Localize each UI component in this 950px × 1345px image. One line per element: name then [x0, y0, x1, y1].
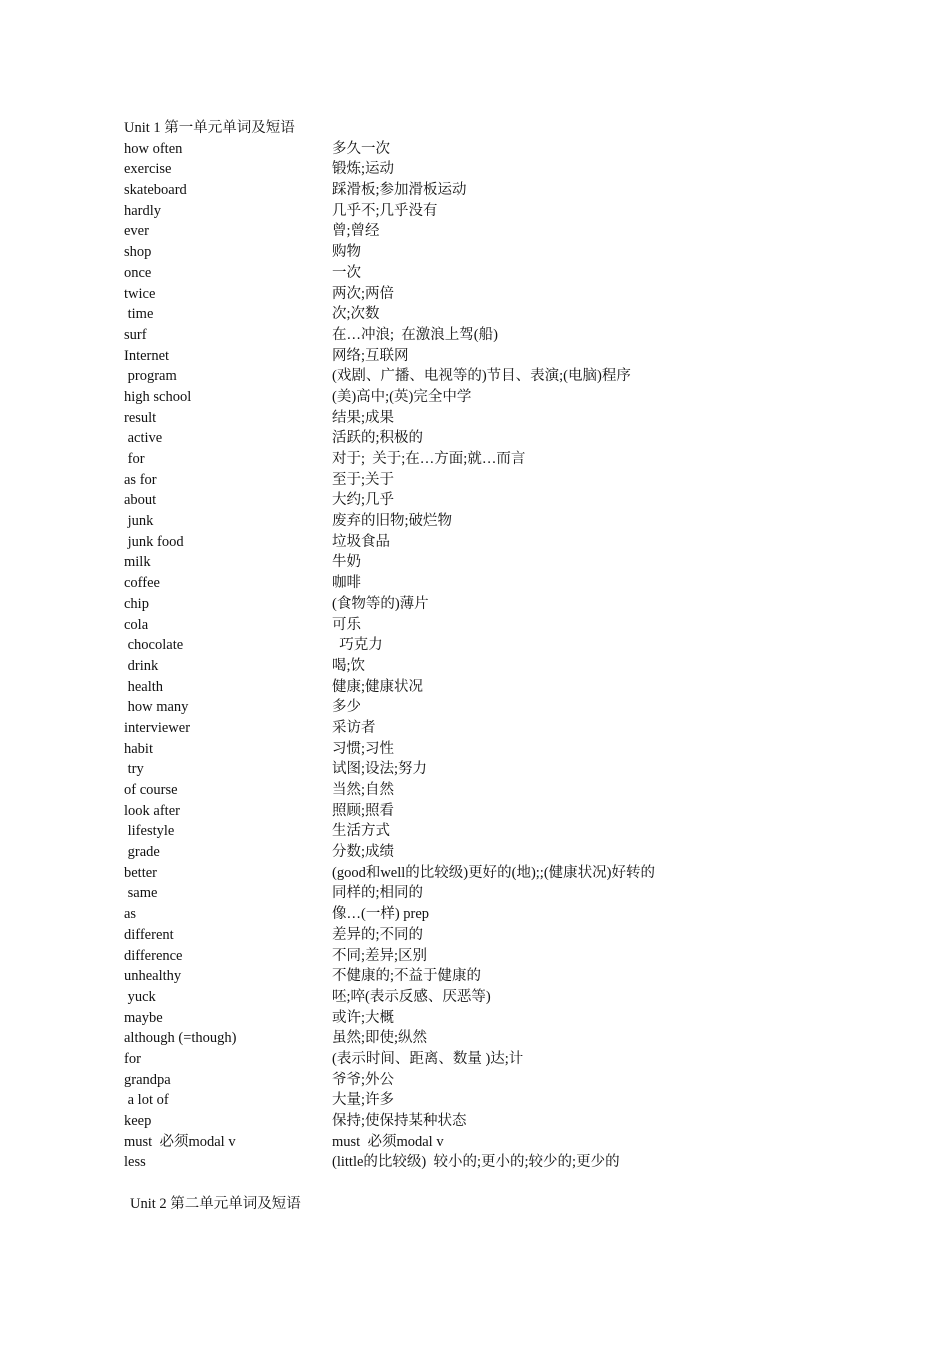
- vocab-row: [124, 801, 824, 822]
- vocab-meaning: (美)高中;(英)完全中学: [332, 388, 472, 405]
- vocab-word: coffee: [124, 575, 160, 592]
- vocab-meaning: 几乎不;几乎没有: [332, 202, 438, 219]
- vocab-meaning: 健康;健康状况: [332, 678, 424, 695]
- vocab-word: a lot of: [124, 1092, 169, 1109]
- vocab-row: [124, 718, 824, 739]
- vocab-word: same: [124, 885, 158, 902]
- vocab-meaning: 不同;差异;区别: [332, 947, 428, 964]
- vocab-row: [124, 697, 824, 718]
- vocab-row: [124, 366, 824, 387]
- vocab-row: [124, 470, 824, 491]
- vocab-row: [124, 180, 824, 201]
- vocab-meaning: 大约;几乎: [332, 492, 395, 509]
- vocab-meaning: 两次;两倍: [332, 285, 395, 302]
- vocab-meaning: (good和well的比较级)更好的(地);;(健康状况)好转的: [332, 864, 655, 881]
- vocab-word: for: [124, 451, 145, 467]
- vocab-word: chip: [124, 595, 149, 612]
- vocab-word: about: [124, 492, 157, 509]
- vocab-row: [124, 1111, 824, 1132]
- vocab-row: [124, 387, 824, 408]
- vocab-row: [124, 1152, 824, 1173]
- vocab-row: [124, 842, 824, 863]
- vocab-word: for: [124, 1050, 141, 1067]
- vocab-word: try: [124, 761, 144, 778]
- vocab-word: junk: [124, 513, 154, 530]
- vocab-meaning: 购物: [332, 244, 361, 261]
- vocab-meaning: 喝;饮: [332, 657, 366, 674]
- vocab-row: [124, 1090, 824, 1111]
- vocab-row: [124, 139, 824, 160]
- vocab-row: [124, 1049, 824, 1070]
- vocab-word: although (=though): [124, 1030, 237, 1047]
- vocab-word: how often: [124, 140, 183, 157]
- vocab-meaning: 当然;自然: [332, 782, 395, 798]
- unit2-heading: Unit 2 第二单元单词及短语: [130, 1196, 301, 1212]
- vocab-row: [124, 428, 824, 449]
- unit1-heading: Unit 1 第一单元单词及短语: [124, 120, 295, 136]
- vocab-meaning: 虽然;即使;纵然: [332, 1030, 428, 1047]
- vocab-word: result: [124, 409, 157, 426]
- vocab-meaning: 分数;成绩: [332, 844, 395, 861]
- vocab-row: [124, 987, 824, 1008]
- vocab-word: less: [124, 1154, 146, 1171]
- vocab-meaning: 爷爷;外公: [332, 1071, 395, 1088]
- vocab-row: [124, 490, 824, 511]
- vocab-meaning: 习惯;习性: [332, 740, 395, 757]
- vocab-word: must 必须modal v: [124, 1133, 236, 1150]
- vocab-word: Internet: [124, 347, 170, 364]
- vocab-row: [124, 532, 824, 553]
- vocab-word: look after: [124, 802, 180, 819]
- vocab-row: [124, 656, 824, 677]
- vocab-row: [124, 883, 824, 904]
- vocab-meaning: 照顾;照看: [332, 802, 395, 819]
- vocab-word: chocolate: [124, 637, 184, 654]
- vocab-row: [124, 1008, 824, 1029]
- vocab-word: as: [124, 906, 137, 923]
- vocab-meaning: 网络;互联网: [332, 347, 409, 364]
- vocab-meaning: (戏剧、广播、电视等的)节目、表演;(电脑)程序: [332, 368, 631, 385]
- vocab-word: high school: [124, 388, 192, 405]
- vocab-word: different: [124, 926, 174, 943]
- vocab-meaning: 生活方式: [332, 823, 390, 840]
- vocab-row: [124, 677, 824, 698]
- vocab-word: ever: [124, 223, 149, 240]
- vocab-word: yuck: [124, 988, 156, 1005]
- vocab-row: [124, 821, 824, 842]
- vocab-meaning: 次;次数: [332, 306, 380, 323]
- vocab-meaning: 同样的;相同的: [332, 885, 424, 902]
- vocab-word: grandpa: [124, 1071, 171, 1088]
- vocab-row: [124, 511, 824, 532]
- vocab-meaning: 锻炼;运动: [332, 161, 395, 178]
- vocab-meaning: 或许;大概: [332, 1009, 395, 1026]
- vocab-row: [124, 325, 824, 346]
- vocab-meaning: 试图;设法;努力: [332, 761, 428, 778]
- vocab-row: [124, 201, 824, 222]
- vocab-meaning: 踩滑板;参加滑板运动: [332, 182, 467, 199]
- vocab-word: habit: [124, 740, 153, 757]
- vocab-meaning: 至于;关于: [332, 471, 395, 488]
- vocab-row: [124, 966, 824, 987]
- vocab-meaning: 多久一次: [332, 140, 390, 157]
- vocab-meaning: 保持;使保持某种状态: [332, 1113, 467, 1129]
- vocab-row: [124, 242, 824, 263]
- vocab-row: [124, 1132, 824, 1153]
- vocab-meaning: 活跃的;积极的: [332, 430, 424, 447]
- vocab-meaning: 多少: [332, 699, 361, 716]
- vocab-meaning: 差异的;不同的: [332, 926, 424, 943]
- vocab-meaning: 一次: [332, 264, 361, 281]
- vocab-meaning: (表示时间、距离、数量 )达;计: [332, 1050, 524, 1067]
- vocab-word: interviewer: [124, 719, 191, 736]
- vocab-word: of course: [124, 782, 178, 798]
- vocab-row: [124, 594, 824, 615]
- vocab-meaning: 牛奶: [332, 554, 361, 571]
- vocab-meaning: (食物等的)薄片: [332, 595, 429, 612]
- vocab-word: exercise: [124, 161, 172, 178]
- vocab-word: once: [124, 264, 152, 281]
- vocab-word: active: [124, 430, 163, 447]
- vocab-meaning: 巧克力: [332, 637, 383, 654]
- vocab-word: difference: [124, 947, 183, 964]
- vocab-word: grade: [124, 844, 160, 861]
- vocab-meaning: 结果;成果: [332, 409, 395, 426]
- vocab-row: [124, 1070, 824, 1091]
- vocab-word: keep: [124, 1113, 152, 1129]
- vocab-row: [124, 635, 824, 656]
- vocab-row: [124, 904, 824, 925]
- vocab-word: time: [124, 306, 154, 323]
- vocabulary-list: [124, 139, 824, 1173]
- vocab-meaning: 在…冲浪; 在激浪上驾(船): [332, 326, 498, 343]
- vocab-word: cola: [124, 616, 149, 633]
- vocab-row: [124, 552, 824, 573]
- vocab-meaning: 对于; 关于;在…方面;就…而言: [332, 451, 526, 467]
- vocab-word: better: [124, 864, 158, 881]
- vocab-meaning: must 必须modal v: [332, 1133, 444, 1150]
- vocab-meaning: 不健康的;不益于健康的: [332, 968, 482, 985]
- vocab-meaning: 废弃的旧物;破烂物: [332, 513, 453, 530]
- vocab-row: [124, 863, 824, 884]
- vocab-row: [124, 925, 824, 946]
- vocab-word: how many: [124, 699, 189, 716]
- vocab-word: twice: [124, 285, 156, 302]
- vocab-row: [124, 304, 824, 325]
- vocab-word: health: [124, 678, 164, 695]
- vocab-row: [124, 946, 824, 967]
- vocab-word: shop: [124, 244, 152, 261]
- vocab-word: unhealthy: [124, 968, 182, 985]
- vocab-word: surf: [124, 326, 147, 343]
- vocab-meaning: 曾;曾经: [332, 223, 380, 240]
- vocab-meaning: 咖啡: [332, 575, 361, 592]
- vocab-meaning: 垃圾食品: [332, 533, 390, 550]
- vocab-meaning: 采访者: [332, 719, 376, 736]
- vocab-word: lifestyle: [124, 823, 175, 840]
- vocab-meaning: 大量;许多: [332, 1092, 395, 1109]
- vocab-row: [124, 1028, 824, 1049]
- vocab-row: [124, 263, 824, 284]
- vocab-word: as for: [124, 471, 157, 488]
- vocab-row: [124, 615, 824, 636]
- vocab-row: [124, 159, 824, 180]
- vocab-row: [124, 759, 824, 780]
- vocab-row: [124, 449, 824, 470]
- vocab-word: skateboard: [124, 182, 187, 199]
- vocab-meaning: 呸;啐(表示反感、厌恶等): [332, 988, 491, 1005]
- vocab-row: [124, 408, 824, 429]
- vocab-word: junk food: [124, 533, 184, 550]
- vocab-meaning: 像…(一样) prep: [332, 906, 430, 923]
- vocab-meaning: (little的比较级) 较小的;更小的;较少的;更少的: [332, 1154, 620, 1171]
- vocab-word: drink: [124, 657, 159, 674]
- vocab-word: hardly: [124, 202, 162, 219]
- vocab-meaning: 可乐: [332, 616, 361, 633]
- vocab-word: program: [124, 368, 177, 385]
- vocab-row: [124, 284, 824, 305]
- vocab-word: maybe: [124, 1009, 163, 1026]
- vocab-row: [124, 221, 824, 242]
- vocab-row: [124, 739, 824, 760]
- vocab-word: milk: [124, 554, 151, 571]
- vocab-row: [124, 573, 824, 594]
- vocab-row: [124, 780, 824, 801]
- vocab-row: [124, 346, 824, 367]
